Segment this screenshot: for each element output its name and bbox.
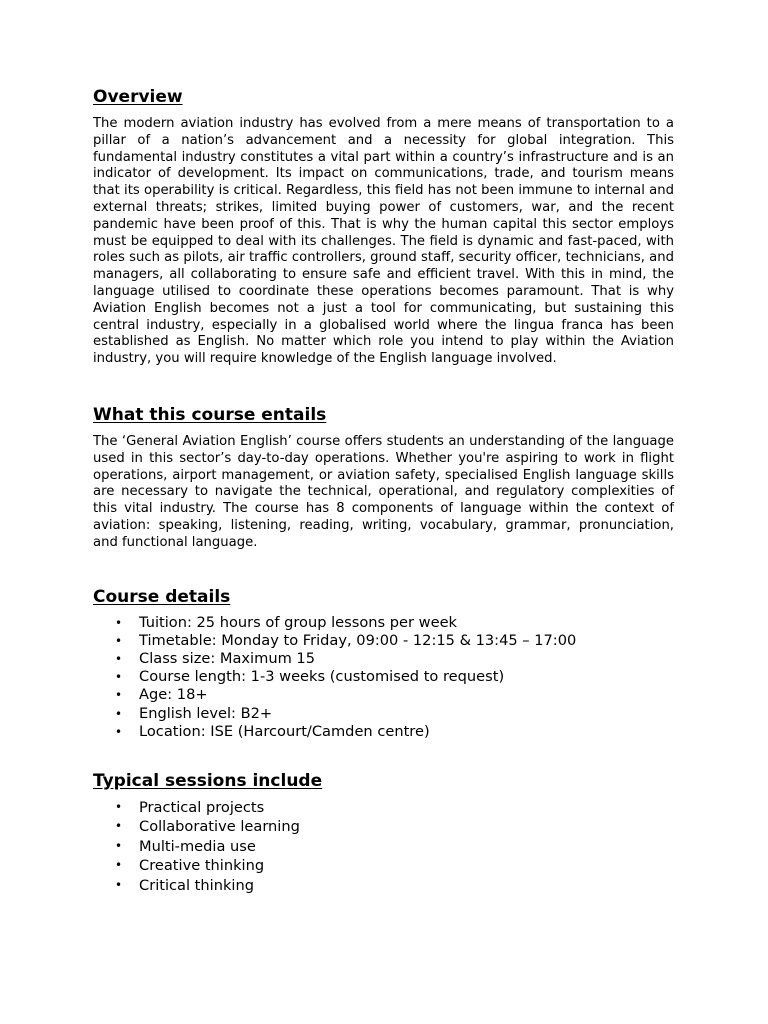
list-item-text: Practical projects — [139, 798, 265, 816]
bullet-icon: • — [115, 819, 123, 834]
list-item-text: English level: B2+ — [139, 704, 273, 722]
list-item-text: Course length: 1-3 weeks (customised to request) — [139, 668, 505, 686]
list-item — [115, 686, 674, 704]
bullet-icon: • — [115, 724, 123, 739]
document-page — [93, 86, 674, 895]
list-item-text: Collaborative learning — [139, 818, 300, 836]
list-item — [115, 876, 674, 896]
bullet-icon: • — [115, 706, 123, 721]
bullet-icon: • — [115, 651, 123, 666]
course-entails-paragraph: The ‘General Aviation English’ course offers students an understanding of the language used in this sector’s day-to-day operations. Whether you're aspiring to work in flight operations, airport management, or aviation safety, specialised English language skills are necessary to navigate the technical, operational, and regulatory complexities of this vital industry. The course has 8 components of language within the context of aviation: speaking, listening, reading, writing, vocabulary, grammar, pronunciation, and functional language. — [93, 433, 674, 550]
course-entails-section — [93, 404, 674, 552]
bullet-icon: • — [115, 838, 123, 853]
list-item-text: Class size: Maximum 15 — [139, 649, 316, 667]
bullet-icon: • — [115, 670, 123, 685]
list-item-text: Timetable: Monday to Friday, 09:00 - 12:15 & 13:45 – 17:00 — [139, 631, 577, 649]
course-details-list — [93, 614, 674, 741]
course-entails-heading: What this course entails — [93, 404, 327, 425]
overview-paragraph: The modern aviation industry has evolved from a mere means of transportation to a pillar of a nation’s advancement and a necessity for global integration. This fundamental industry constitutes a vital part within a country’s infrastructure and is an indicator of development. Its impact on communications, trade, and tourism means that its operability is critical. Regardless, this field has not been immune to internal and external threats; strikes, limited buying power of customers, war, and the recent pandemic have been proof of this. That is why the human capital this sector employs must be equipped to deal with its challenges. The field is dynamic and fast-paced, with roles such as pilots, air traffic controllers, ground staff, security officer, technicians, and managers, all collaborating to ensure safe and efficient travel. With this in mind, the language utilised to coordinate these operations becomes paramount. That is why Aviation English becomes not a just a tool for communicating, but sustaining this central industry, especially in a globalised world where the lingua franca has been established as English. No matter which role you intend to play within the Aviation industry, you will require knowledge of the English language involved. — [93, 116, 674, 367]
bullet-icon: • — [115, 688, 123, 703]
list-item — [115, 722, 674, 741]
list-item — [115, 837, 674, 857]
course-details-heading: Course details — [93, 586, 231, 607]
bullet-icon: • — [115, 858, 123, 873]
bullet-icon: • — [115, 877, 123, 892]
course-details-section — [93, 586, 674, 741]
list-item-text: Tuition: 25 hours of group lessons per week — [139, 613, 458, 631]
list-item — [115, 631, 674, 650]
list-item-text: Creative thinking — [139, 857, 265, 875]
typical-sessions-heading: Typical sessions include — [93, 770, 323, 791]
list-item-text: Location: ISE (Harcourt/Camden centre) — [139, 722, 430, 740]
overview-section — [93, 86, 674, 368]
list-item — [115, 798, 674, 818]
overview-heading: Overview — [93, 87, 183, 107]
typical-sessions-section — [93, 770, 674, 896]
list-item — [115, 856, 674, 876]
list-item — [115, 668, 674, 686]
list-item-text: Multi-media use — [139, 837, 256, 855]
list-item-text: Critical thinking — [139, 876, 254, 894]
list-item — [115, 613, 674, 632]
bullet-icon: • — [115, 633, 123, 648]
list-item — [115, 704, 674, 723]
list-item — [115, 817, 674, 837]
bullet-icon: • — [115, 615, 123, 630]
list-item-text: Age: 18+ — [139, 686, 208, 704]
list-item — [115, 649, 674, 668]
bullet-icon: • — [115, 799, 123, 814]
typical-sessions-list — [93, 798, 674, 896]
